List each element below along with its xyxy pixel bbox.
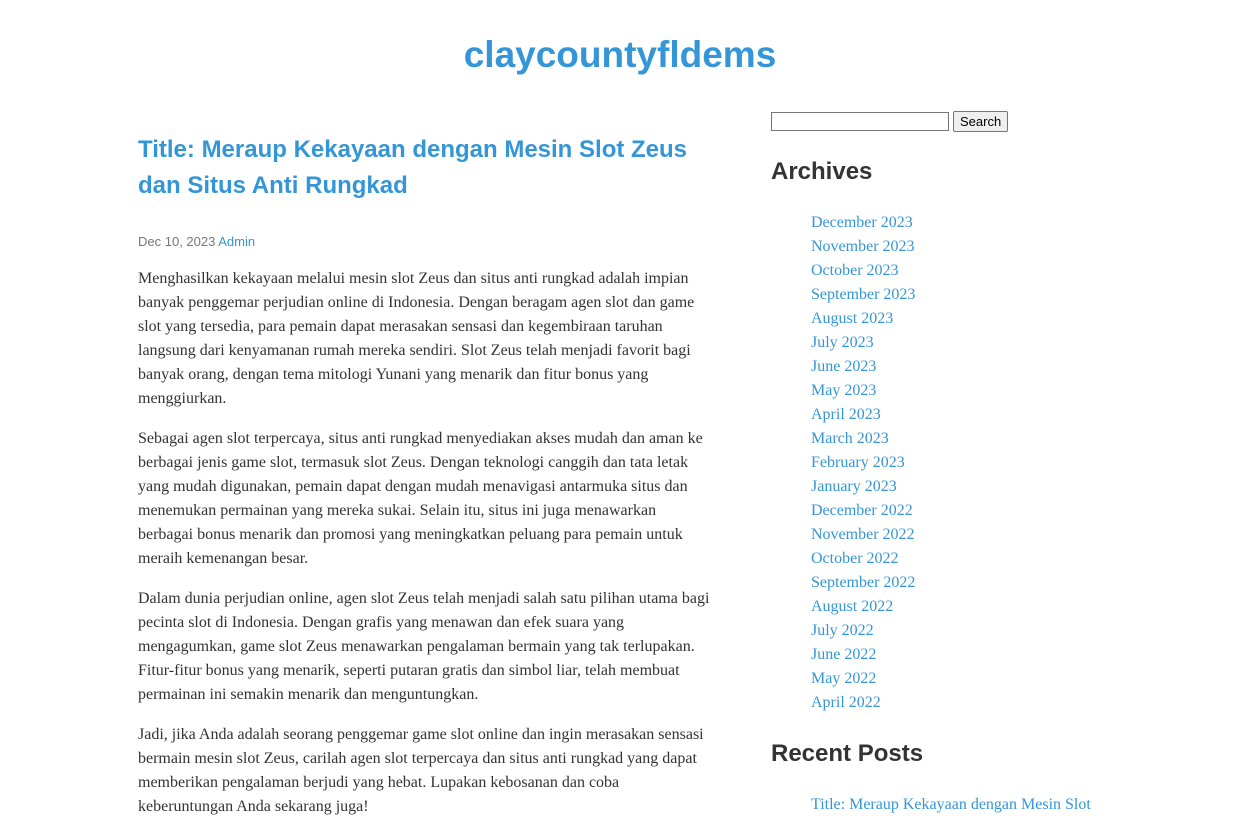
post-paragraph: Sebagai agen slot terpercaya, situs anti rungkad menyediakan akses mudah dan aman ke berbagai jenis game slot, termasuk slot Zeus. Dengan teknologi canggih dan tata letak yang mudah digunakan, pemain dapat dengan mudah menavigasi antarmuka situs dan menemukan permainan yang mereka sukai. Selain itu, situs ini juga menawarkan berbagai bonus menarik dan promosi yang meningkatkan peluang para pemain untuk meraih kemenangan besar. (138, 430, 703, 567)
archive-link[interactable]: August 2023 (811, 310, 894, 327)
archive-link[interactable]: September 2023 (811, 286, 916, 303)
archive-link[interactable]: February 2023 (811, 454, 905, 471)
archives-heading: Archives (771, 158, 873, 185)
archive-link[interactable]: January 2023 (811, 478, 897, 495)
archive-link[interactable]: April 2022 (811, 694, 881, 711)
search-button[interactable]: Search (953, 111, 1008, 132)
archive-link[interactable]: July 2022 (811, 622, 874, 639)
archive-link[interactable]: November 2022 (811, 526, 915, 543)
archive-link[interactable]: September 2022 (811, 574, 916, 591)
archive-link[interactable]: December 2022 (811, 502, 913, 519)
archive-link[interactable]: November 2023 (811, 238, 915, 255)
archive-link[interactable]: April 2023 (811, 406, 881, 423)
post-title[interactable]: Title: Meraup Kekayaan dengan Mesin Slot Zeus dan Situs Anti Rungkad (138, 136, 688, 199)
archive-link[interactable]: May 2022 (811, 670, 877, 687)
archives-list (811, 211, 1121, 715)
search-form (771, 111, 1121, 132)
archive-link[interactable]: August 2022 (811, 598, 894, 615)
site-title-link[interactable]: claycountyfldems (463, 34, 777, 75)
archive-link[interactable]: October 2023 (811, 262, 899, 279)
post-date: Dec 10, 2023 (138, 234, 216, 249)
recent-posts-list (811, 793, 1121, 817)
archive-link[interactable]: June 2022 (811, 646, 877, 663)
post-meta (138, 233, 713, 251)
archive-link[interactable]: December 2023 (811, 214, 913, 231)
post-content (138, 267, 713, 819)
sidebar (771, 111, 1121, 817)
recent-post-link[interactable]: Title: Meraup Kekayaan dengan Mesin Slot (811, 796, 1091, 813)
main-content (138, 132, 713, 819)
archive-link[interactable]: March 2023 (811, 430, 889, 447)
archive-link[interactable]: October 2022 (811, 550, 899, 567)
archive-link[interactable]: June 2023 (811, 358, 877, 375)
post-paragraph: Jadi, jika Anda adalah seorang penggemar game slot online dan ingin merasakan sensasi bermain mesin slot Zeus, carilah agen slot terpercaya dan situs anti rungkad yang dapat memberikan pengalaman berjudi yang hebat. Lupakan kebosanan dan coba keberuntungan Anda sekarang juga! (138, 726, 704, 815)
post-author-link[interactable]: Admin (218, 234, 256, 249)
archive-link[interactable]: July 2023 (811, 334, 874, 351)
recent-posts-heading: Recent Posts (771, 740, 924, 767)
archive-link[interactable]: May 2023 (811, 382, 877, 399)
search-input[interactable] (771, 112, 949, 131)
post-paragraph: Menghasilkan kekayaan melalui mesin slot Zeus dan situs anti rungkad adalah impian banyak penggemar perjudian online di Indonesia. Dengan beragam agen slot dan game slot yang tersedia, para pemain dapat merasakan sensasi dan kegembiraan taruhan langsung dari kenyamanan rumah mereka sendiri. Slot Zeus telah menjadi favorit bagi banyak orang, dengan tema mitologi Yunani yang menarik dan fitur bonus yang menggiurkan. (138, 270, 695, 407)
post-paragraph: Dalam dunia perjudian online, agen slot Zeus telah menjadi salah satu pilihan utama bagi pecinta slot di Indonesia. Dengan grafis yang menawan dan efek suara yang mengagumkan, game slot Zeus menawarkan pengalaman bermain yang tak terlupakan. Fitur-fitur bonus yang menarik, seperti putaran gratis dan simbol liar, telah membuat permainan ini semakin menarik dan menguntungkan. (138, 590, 710, 703)
